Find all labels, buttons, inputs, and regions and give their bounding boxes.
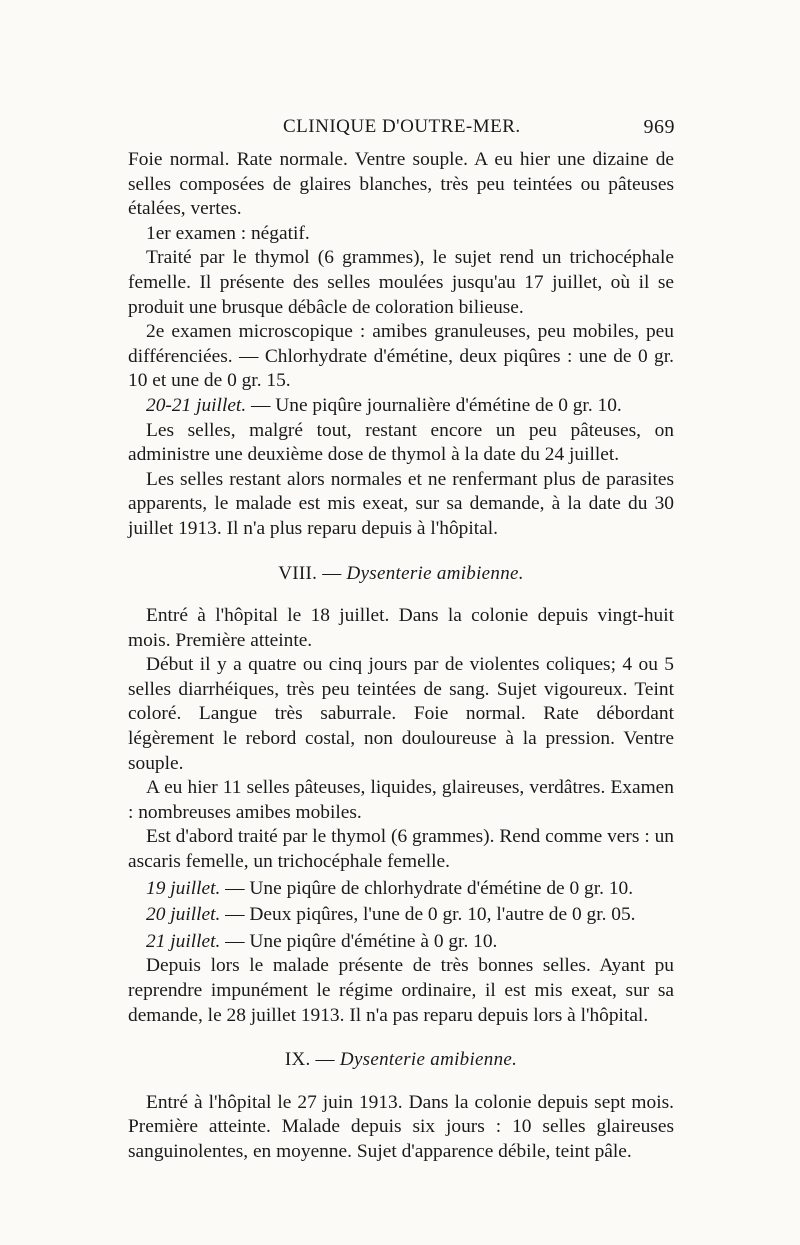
entry-date: 21 juillet. [146, 930, 221, 952]
page-number: 969 [643, 116, 675, 138]
entry-text: — Deux piqûres, l'une de 0 gr. 10, l'autre de 0 gr. 05. [220, 904, 636, 926]
case-heading [128, 562, 674, 587]
paragraph: Les selles restant alors normales et ne renfermant plus de parasites apparents, le malade est mis exeat, sur sa demande, à la date du 30 juillet 1913. Il n'a plus reparu depuis à l'hôpital. [128, 468, 674, 539]
paragraph: Début il y a quatre ou cinq jours par de violentes coliques; 4 ou 5 selles diarrhéiques, très peu teintées de sang. Sujet vigoureux. Teint coloré. Langue très saburrale. Foie normal. Rate débordant légèrement le rebord costal, non douloureuse à la pression. Ventre souple. [128, 654, 674, 774]
paragraph: A eu hier 11 selles pâteuses, liquides, glaireuses, verdâtres. Examen : nombreuses amibes mobiles. [128, 777, 674, 823]
dated-paragraph [128, 394, 674, 419]
paragraph: Entré à l'hôpital le 18 juillet. Dans la colonie depuis vingt-huit mois. Première atteinte. [128, 605, 674, 651]
case-number: VIII. — [278, 562, 347, 584]
case-title: Dysenterie amibienne. [346, 562, 524, 584]
paragraph: Traité par le thymol (6 grammes), le sujet rend un trichocéphale femelle. Il présente des selles moulées jusqu'au 17 juillet, où il se produit une brusque débâcle de coloration bilieuse. [128, 247, 674, 318]
paragraph: 1er examen : négatif. [146, 222, 310, 244]
paragraph: Les selles, malgré tout, restant encore un peu pâteuses, on administre une deuxième dose de thymol à la date du 24 juillet. [128, 419, 674, 466]
entry-date: 19 juillet. [146, 877, 221, 899]
paragraph: Entré à l'hôpital le 27 juin 1913. Dans la colonie depuis sept mois. Première atteinte. Malade depuis six jours : 10 selles glaireuses sanguinolentes, en moyenne. Sujet d'apparence débile, teint pâle. [128, 1091, 674, 1162]
paragraph: Est d'abord traité par le thymol (6 grammes). Rend comme vers : un ascaris femelle, un trichocéphale femelle. [128, 826, 674, 873]
dated-paragraph [128, 877, 674, 902]
running-title: CLINIQUE D'OUTRE-MER. [283, 116, 521, 137]
entry-text: — Une piqûre journalière d'émétine de 0 gr. 10. [246, 394, 622, 416]
paragraph: 2e examen microscopique : amibes granuleuses, peu mobiles, peu différenciées. — Chlorhydrate d'émétine, deux piqûres : une de 0 gr. 10 et une de 0 gr. 15. [128, 321, 674, 392]
entry-date: 20-21 juillet. [146, 394, 247, 416]
entry-text: — Une piqûre de chlorhydrate d'émétine de 0 gr. 10. [220, 877, 634, 899]
entry-text: — Une piqûre d'émétine à 0 gr. 10. [220, 930, 498, 952]
case-heading [128, 1048, 674, 1073]
dated-paragraph [128, 930, 674, 955]
running-header [145, 112, 675, 142]
page-body [128, 148, 674, 1165]
case-number: IX. — [284, 1049, 340, 1071]
paragraph: Depuis lors le malade présente de très bonnes selles. Ayant pu reprendre impunément le régime ordinaire, il est mis exeat, sur sa demande, le 28 juillet 1913. Il n'a pas reparu depuis lors à l'hôpital. [128, 955, 674, 1026]
case-title: Dysenterie amibienne. [339, 1049, 518, 1071]
paragraph: Foie normal. Rate normale. Ventre souple. A eu hier une dizaine de selles composées de glaires blanches, très peu teintées ou pâteuses étalées, vertes. [128, 149, 674, 220]
entry-date: 20 juillet. [146, 904, 221, 926]
dated-paragraph [128, 903, 674, 928]
